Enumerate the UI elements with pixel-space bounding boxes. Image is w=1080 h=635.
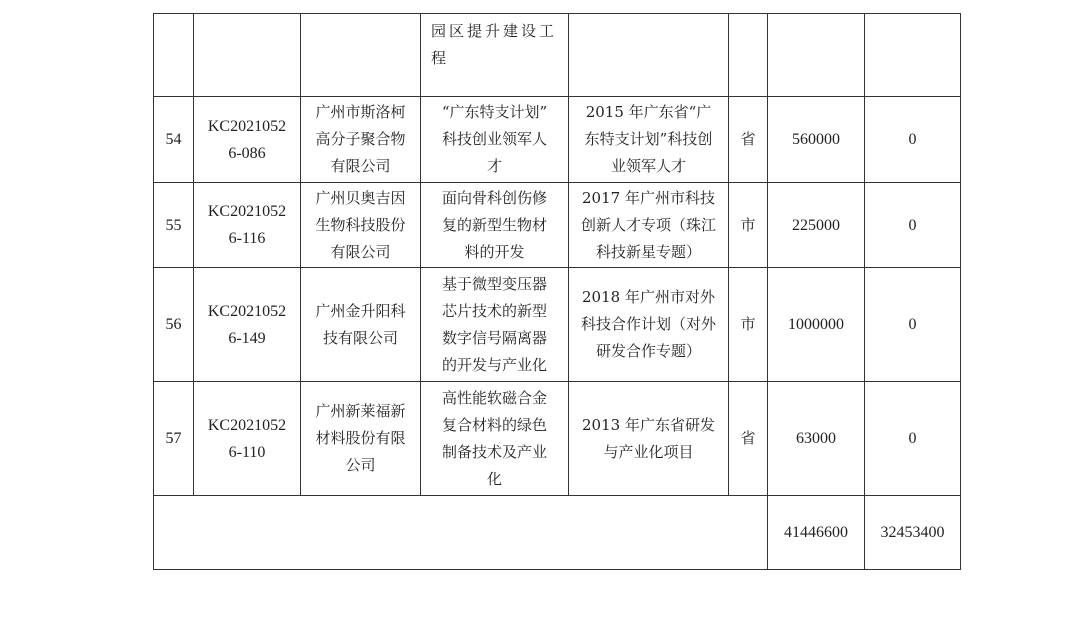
cell-line: 2018 年广州市对外: [582, 288, 715, 306]
project-code-cell: [194, 97, 301, 183]
funding-level-cell: 市: [729, 183, 768, 268]
funding-amount-2-cell: 0: [865, 97, 961, 183]
funding-level-cell: 省: [729, 97, 768, 183]
cell-line: 数字信号隔离器: [441, 328, 547, 347]
funding-level-cell: 省: [729, 382, 768, 496]
cell-line: 生物科技股份: [315, 215, 406, 234]
row-number-cell: 55: [154, 183, 194, 268]
total-amount-cell: 41446600: [768, 496, 865, 570]
cell-line: “广东特支计划”: [441, 103, 548, 121]
project-code-cell: [194, 382, 301, 496]
table-row: [154, 183, 961, 268]
funding-amount-2-cell: 0: [865, 183, 961, 268]
cell-line: 6-149: [228, 329, 266, 347]
table-row: [154, 97, 961, 183]
program-name-cell: [569, 183, 729, 268]
cell-line: 材料股份有限: [315, 429, 406, 447]
cell-line: 科技新星专题）: [595, 242, 701, 261]
cell-line: 广州贝奥吉因: [315, 188, 406, 207]
company-name-cell: [301, 268, 421, 382]
project-name-cell: [421, 268, 569, 382]
cell-line: 6-086: [228, 144, 266, 162]
company-name-cell: [301, 382, 421, 496]
cell-line: 基于微型变压器: [441, 274, 547, 293]
funding-amount-2-cell: 0: [865, 382, 961, 496]
cell-line: 科技合作计划（对外: [580, 315, 716, 333]
project-code-cell: [194, 268, 301, 382]
cell-line: 高性能软磁合金: [441, 388, 547, 407]
cell-line: 园区提升建设工: [431, 22, 558, 40]
program-name-cell: [569, 382, 729, 496]
row-number-cell: 54: [154, 97, 194, 183]
cell-line: KC2021052: [207, 117, 287, 135]
cell-line: 面向骨科创伤修: [441, 188, 547, 207]
funding-amount-cell: 225000: [768, 183, 865, 268]
cell-line: 科技创业领军人: [441, 130, 547, 148]
cell-line: 广州金升阳科: [315, 301, 406, 320]
total-amount2-cell: 32453400: [865, 496, 961, 570]
cell-line: 与产业化项目: [603, 442, 694, 461]
cell-line: 2017 年广州市科技: [582, 188, 715, 207]
cell-line: KC2021052: [207, 203, 287, 220]
cell-line: 芯片技术的新型: [441, 301, 547, 320]
cell-line: 技有限公司: [322, 328, 398, 347]
row-number-cell: 56: [154, 268, 194, 382]
project-code-cell: [194, 183, 301, 268]
cell-line: 有限公司: [330, 242, 391, 261]
funding-amount-cell: 63000: [768, 382, 865, 496]
cell-line: 业领军人才: [610, 157, 686, 175]
cell-line: KC2021052: [207, 416, 287, 434]
cell-line: 化: [486, 469, 502, 488]
project-name-cell: [421, 97, 569, 183]
table-row: [154, 268, 961, 382]
cell-line: 2015 年广东省“广: [585, 103, 712, 121]
project-name-cell: [421, 382, 569, 496]
cell-line: 的开发与产业化: [441, 355, 547, 374]
table-row: [154, 382, 961, 496]
project-name-cell: [421, 14, 569, 97]
cell-line: 东特支计划”科技创: [584, 130, 713, 148]
cell-line: 广州新莱福新: [315, 402, 406, 420]
total-label-cell: [154, 496, 768, 570]
cell-line: 程: [431, 49, 450, 67]
cell-line: 研发合作专题）: [595, 342, 701, 360]
funding-table: [153, 13, 961, 570]
total-row: [154, 496, 961, 570]
company-name-cell: [301, 97, 421, 183]
cell-line: 复的新型生物材: [441, 215, 547, 234]
cell-line: 才: [486, 157, 502, 175]
cell-line: 复合材料的绿色: [441, 415, 547, 434]
cell-line: 公司: [345, 456, 376, 474]
funding-amount-cell: 1000000: [768, 268, 865, 382]
cell-line: 广州市斯洛柯: [315, 103, 406, 121]
row-number-cell: 57: [154, 382, 194, 496]
cell-line: 料的开发: [464, 242, 525, 261]
project-name-cell: [421, 183, 569, 268]
cell-line: 6-110: [228, 443, 266, 461]
cell-line: KC2021052: [207, 302, 287, 320]
table-row-continuation: [154, 14, 961, 97]
funding-amount-2-cell: 0: [865, 268, 961, 382]
company-name-cell: [301, 183, 421, 268]
program-name-cell: [569, 97, 729, 183]
cell-line: 创新人才专项（珠江: [580, 215, 716, 234]
cell-line: 有限公司: [330, 157, 391, 175]
cell-line: 6-116: [228, 230, 266, 247]
funding-level-cell: 市: [729, 268, 768, 382]
cell-line: 2013 年广东省研发: [582, 415, 715, 434]
funding-amount-cell: 560000: [768, 97, 865, 183]
program-name-cell: [569, 268, 729, 382]
cell-line: 制备技术及产业: [441, 442, 547, 461]
cell-line: 高分子聚合物: [315, 130, 406, 148]
